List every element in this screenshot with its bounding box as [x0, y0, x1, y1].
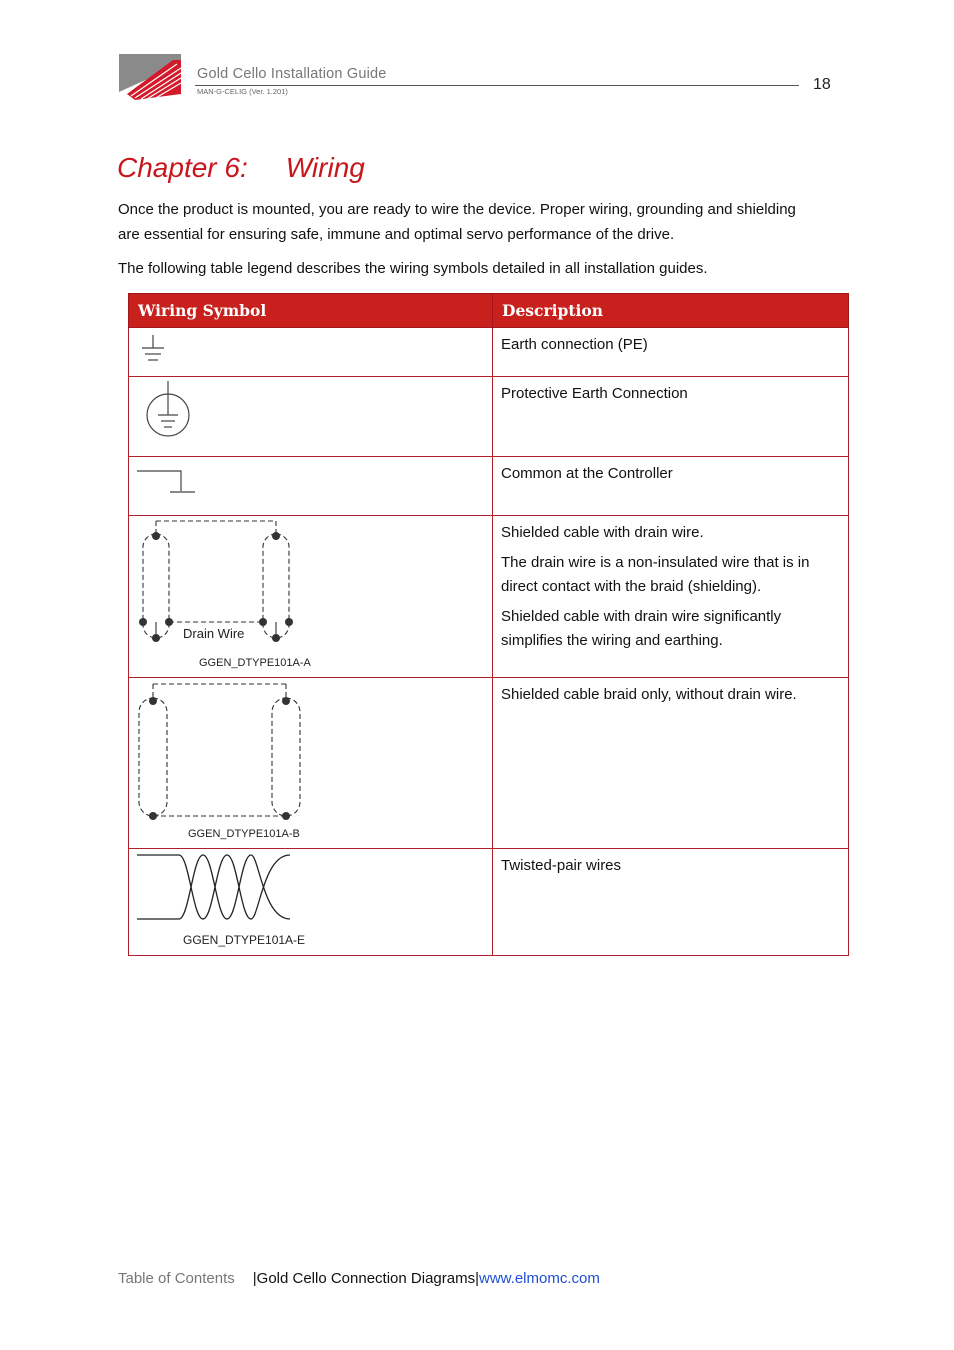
symbol-cell	[129, 457, 493, 516]
symbol-cell	[129, 328, 493, 377]
twisted-pair-icon	[129, 849, 329, 953]
table-of-contents-link[interactable]: Table of Contents	[118, 1270, 235, 1287]
table-row	[129, 516, 849, 678]
table-row	[129, 457, 849, 516]
intro-paragraph: Once the product is mounted, you are ready to wire the device. Proper wiring, grounding and shielding are essential for ensuring safe, immune and optimal servo performance of the drive.	[118, 201, 796, 243]
figure-label: GGEN_DTYPE101A-B	[188, 828, 300, 840]
symbol-cell	[129, 516, 493, 678]
chapter-label: Chapter 6:	[117, 152, 248, 183]
header-wiring-symbol: Wiring Symbol	[129, 294, 493, 328]
description-cell	[493, 516, 849, 678]
common-controller-icon	[129, 457, 209, 513]
table-row	[129, 328, 849, 377]
header-divider	[195, 85, 799, 86]
drain-wire-label: Drain Wire	[183, 626, 245, 641]
chapter-heading	[117, 152, 365, 184]
website-link[interactable]: www.elmomc.com	[478, 1270, 600, 1287]
description-text: Protective Earth Connection	[501, 385, 688, 402]
header-description: Description	[493, 294, 849, 328]
description-cell	[493, 849, 849, 956]
symbol-cell	[129, 377, 493, 457]
footer-section-title: |Gold Cello Connection Diagrams|	[252, 1270, 479, 1287]
wiring-symbols-table	[128, 293, 849, 956]
description-text: Shielded cable with drain wire.	[501, 524, 704, 541]
protective-earth-icon	[129, 377, 209, 453]
chapter-name: Wiring	[285, 152, 365, 183]
table-row	[129, 849, 849, 956]
description-text: Shielded cable with drain wire significantly simplifies the wiring and earthing.	[501, 608, 782, 649]
page-number: 18	[813, 76, 831, 93]
document-title: Gold Cello Installation Guide	[197, 66, 387, 82]
description-text: Shielded cable braid only, without drain wire.	[501, 686, 797, 703]
description-cell	[493, 377, 849, 457]
description-cell	[493, 457, 849, 516]
figure-label: GGEN_DTYPE101A-E	[183, 933, 306, 947]
description-text: The drain wire is a non-insulated wire that is in direct contact with the braid (shielding).	[501, 554, 810, 595]
description-text: Earth connection (PE)	[501, 336, 648, 353]
shielded-cable-braid-icon	[129, 678, 329, 846]
legend-intro-paragraph: The following table legend describes the wiring symbols detailed in all installation guides.	[118, 260, 708, 277]
earth-ground-icon	[129, 328, 189, 374]
description-text: Twisted-pair wires	[501, 857, 622, 874]
description-text: Common at the Controller	[501, 465, 673, 482]
page-footer	[118, 1270, 600, 1287]
document-version: MAN-G-CELIG (Ver. 1.201)	[197, 87, 288, 96]
symbol-cell	[129, 678, 493, 849]
description-cell	[493, 328, 849, 377]
table-row	[129, 678, 849, 849]
elmo-logo	[117, 54, 183, 100]
symbol-cell	[129, 849, 493, 956]
figure-label: GGEN_DTYPE101A-A	[199, 657, 311, 669]
table-row	[129, 377, 849, 457]
description-cell	[493, 678, 849, 849]
shielded-cable-drain-icon	[129, 516, 329, 676]
table-header-row	[129, 294, 849, 328]
